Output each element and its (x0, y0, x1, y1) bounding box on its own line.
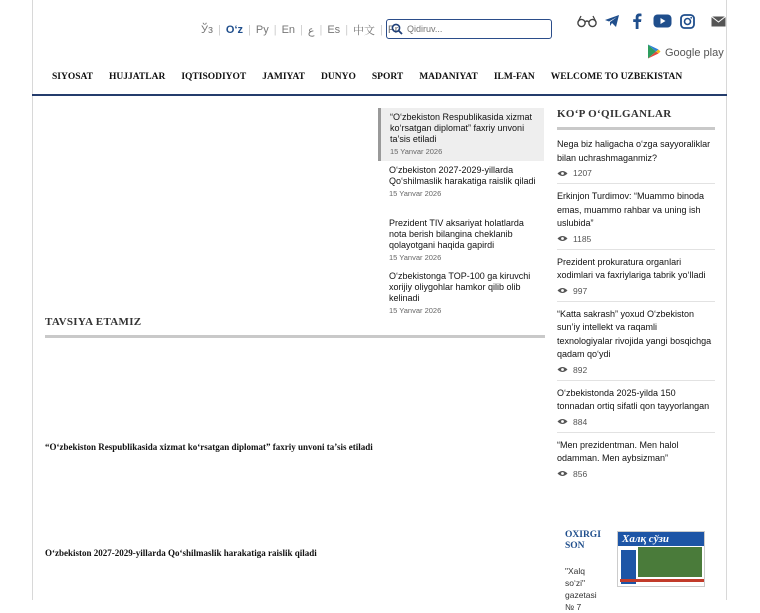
lang-ru[interactable]: Ру (255, 24, 269, 36)
recommended-divider (45, 335, 545, 338)
most-read-title: KO‘P O‘QILGANLAR (557, 108, 672, 120)
facebook-icon[interactable] (628, 12, 646, 30)
lang-separator: | (300, 24, 303, 36)
eye-icon (557, 235, 568, 242)
lang-en[interactable]: En (281, 24, 296, 36)
newspaper-masthead: Халқ сўзи (618, 532, 704, 546)
lang-es[interactable]: Es (327, 24, 341, 36)
nav-item-madaniyat[interactable]: MADANIYAT (419, 72, 478, 82)
featured-item[interactable] (378, 161, 544, 214)
google-play-icon (647, 44, 661, 62)
lang-separator: | (380, 24, 383, 36)
most-read-item (557, 308, 715, 381)
most-read-list (557, 138, 715, 490)
view-count-value: 856 (573, 468, 588, 479)
lang-separator: | (218, 24, 221, 36)
google-play-label: Google play (665, 47, 724, 59)
lang-separator: | (273, 24, 277, 36)
lang-separator: | (319, 24, 323, 36)
featured-item-date: 15 Yanvar 2026 (389, 253, 442, 262)
lang-zh[interactable]: 中文 (353, 25, 376, 37)
view-count-value: 997 (573, 285, 588, 296)
nav-item-siyosat[interactable]: SIYOSAT (52, 72, 94, 82)
telegram-icon[interactable] (603, 12, 621, 30)
most-read-item-title[interactable]: Prezident prokuratura organlari xodimlari va faxriylariga tabrik yo‘lladi (557, 256, 706, 280)
eye-icon (557, 470, 568, 477)
language-switcher (196, 22, 403, 38)
google-play-badge[interactable] (647, 44, 724, 62)
most-read-item-title[interactable]: Nega biz haligacha o‘zga sayyoraliklar bilan uchrashmaganmiz? (557, 139, 711, 163)
eye-icon (557, 418, 568, 425)
most-read-item (557, 256, 715, 302)
lang-uz-latin[interactable]: O‘z (225, 24, 244, 36)
latest-issue-title[interactable]: "Xalq so‘zi" gazetasi № 7 (565, 566, 597, 612)
featured-item[interactable] (378, 108, 544, 161)
featured-item[interactable] (378, 214, 544, 267)
cover-strip (620, 579, 704, 582)
cover-photo (638, 547, 702, 577)
lang-ar[interactable]: ع (307, 24, 315, 37)
latest-issue-label: OXIRGI SON (565, 530, 601, 551)
nav-item-hujjatlar[interactable]: HUJJATLAR (109, 72, 166, 82)
eye-icon (557, 170, 568, 177)
featured-item[interactable] (378, 267, 544, 320)
view-count (557, 469, 715, 479)
search-box (386, 19, 552, 39)
featured-item-title: Prezident TIV aksariyat holatlarda nota berish bilangina cheklanib qolayotgani haqida gapirdi (389, 218, 524, 250)
most-read-item (557, 190, 715, 250)
nav-item-dunyo[interactable]: DUNYO (321, 72, 356, 82)
lang-uz-cyrillic[interactable]: Ўз (201, 24, 214, 36)
most-read-item (557, 387, 715, 433)
recommended-link[interactable]: O‘zbekiston 2027-2029-yillarda Qo‘shilmaslik harakatiga raislik qiladi (45, 548, 317, 558)
view-count (557, 417, 715, 427)
featured-item-date: 15 Yanvar 2026 (389, 306, 442, 315)
most-read-divider (557, 127, 715, 130)
lang-separator: | (248, 24, 251, 36)
newspaper-cover[interactable] (617, 531, 705, 587)
most-read-item-title[interactable]: “Men prezidentman. Men halol odamman. Men aybsizman” (557, 439, 679, 463)
most-read-item (557, 138, 715, 184)
nav-item-ilm-fan[interactable]: ILM-FAN (493, 72, 535, 82)
left-frame-line (32, 0, 33, 600)
nav-item-iqtisodiyot[interactable]: IQTISODIYOT (181, 72, 247, 82)
view-count-value: 884 (573, 416, 588, 427)
most-read-item-title[interactable]: Erkinjon Turdimov: “Muammo binoda emas, muammo rahbar va uning ish uslubida” (557, 191, 705, 228)
nav-item-sport[interactable]: SPORT (371, 72, 404, 82)
youtube-icon[interactable] (653, 12, 671, 30)
nav-item-jamiyat[interactable]: JAMIYAT (262, 72, 306, 82)
eye-icon (557, 287, 568, 294)
view-count-value: 1185 (573, 233, 592, 244)
right-frame-line (726, 0, 727, 600)
featured-item-date: 15 Yanvar 2026 (390, 147, 443, 156)
featured-item-date: 15 Yanvar 2026 (389, 189, 442, 198)
featured-news-list (378, 108, 544, 320)
reader-icon[interactable] (578, 12, 596, 30)
main-nav (44, 72, 690, 82)
featured-item-title: O‘zbekistonga TOP-100 ga kiruvchi xorijiy oliygohlar hamkor qilib olib kelinadi (389, 271, 531, 303)
most-read-item-title[interactable]: O‘zbekistonda 2025-yilda 150 tonnadan ortiq sifatli qon tayyorlangan (557, 387, 710, 411)
most-read-item-title[interactable]: “Katta sakrash” yoxud O‘zbekiston sun’iy intellekt va raqamli texnologiyalar rivojida yangi bosqichga qadam qo‘ydi (557, 308, 712, 359)
most-read-item (557, 439, 715, 484)
view-count-value: 1207 (573, 168, 592, 178)
view-count (557, 365, 715, 375)
nav-divider (32, 94, 727, 96)
recommended-link[interactable]: “O‘zbekiston Respublikasida xizmat ko‘rsatgan diplomat” faxriy unvoni ta’sis etiladi (45, 442, 373, 452)
eye-icon (557, 366, 568, 373)
recommended-title: TAVSIYA ETAMIZ (45, 316, 142, 328)
view-count-value: 892 (573, 364, 588, 375)
view-count (557, 234, 715, 244)
featured-item-title: O‘zbekiston 2027-2029-yillarda Qo‘shilmaslik harakatiga raislik qiladi (389, 165, 536, 186)
lang-fr[interactable]: Fr (387, 24, 399, 36)
search-icon[interactable] (387, 20, 407, 38)
instagram-icon[interactable] (678, 12, 696, 30)
view-count (557, 286, 715, 296)
social-links (578, 12, 727, 30)
nav-item-welcome[interactable]: WELCOME TO UZBEKISTAN (550, 72, 683, 82)
view-count (557, 168, 715, 178)
search-input[interactable] (407, 24, 547, 34)
featured-item-title: “O‘zbekiston Respublikasida xizmat ko‘rsatgan diplomat” faxriy unvoni ta’sis etiladi (390, 112, 533, 144)
lang-separator: | (345, 24, 349, 36)
mail-icon[interactable] (709, 12, 727, 30)
